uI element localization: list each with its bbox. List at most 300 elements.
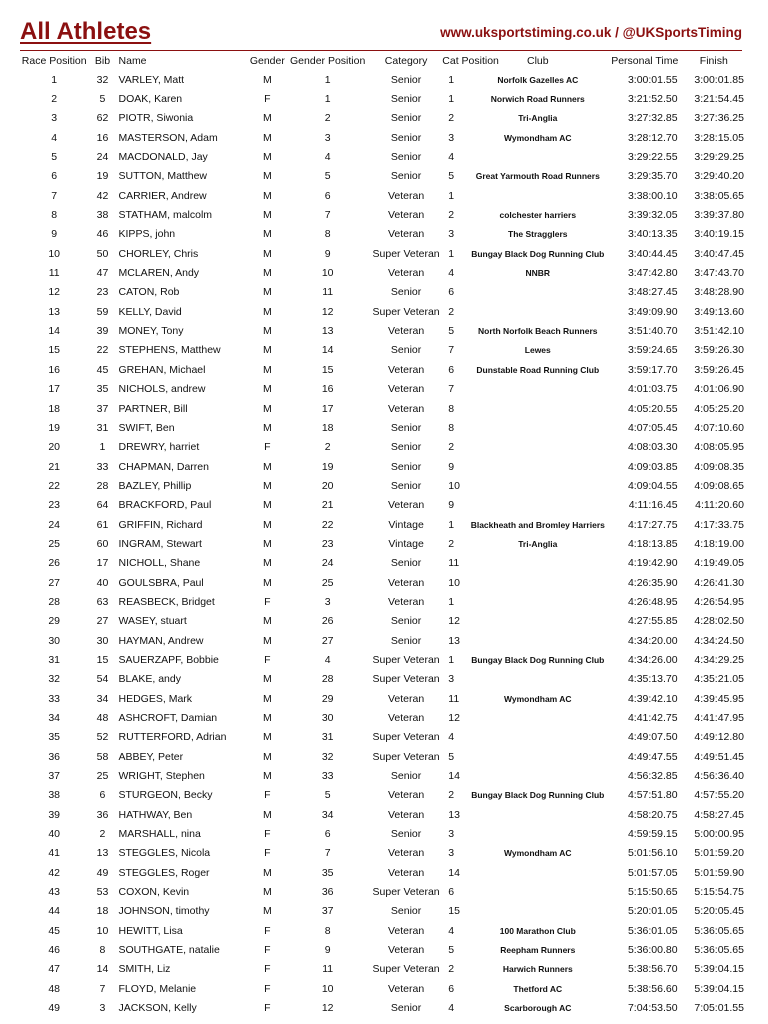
col-race-position: Race Position: [21, 54, 87, 67]
gender-cell: M: [262, 131, 272, 144]
club-cell: Wymondham AC: [504, 693, 572, 704]
table-row: [18, 824, 744, 843]
personal-time-cell: 3:39:32.05: [627, 209, 678, 222]
table-row: [18, 283, 744, 302]
bib-cell: 33: [96, 460, 109, 473]
athlete-name-cell: PARTNER, Bill: [118, 402, 188, 415]
finish-time-cell: 4:57:55.20: [694, 789, 744, 802]
club-cell: Tri-Anglia: [518, 113, 558, 124]
table-row: [18, 457, 744, 476]
bib-cell: 62: [96, 112, 109, 125]
bib-cell: 36: [96, 808, 109, 821]
category-cell: Senior: [390, 151, 422, 164]
finish-time-cell: 3:40:47.45: [694, 247, 744, 260]
finish-time-cell: 3:00:01.85: [694, 73, 744, 86]
table-row: [18, 554, 744, 573]
table-row: [18, 418, 744, 437]
cat-position-cell: 11: [448, 557, 460, 570]
personal-time-cell: 4:09:03.85: [627, 460, 678, 473]
cat-position-cell: 8: [448, 402, 455, 415]
results-table: [18, 51, 744, 1018]
cat-position-cell: 9: [448, 499, 455, 512]
gender-position-cell: 35: [321, 866, 334, 879]
race-position-cell: 30: [48, 634, 61, 647]
col-cat-position: Cat Position: [442, 54, 499, 67]
table-row: [18, 244, 744, 263]
personal-time-cell: 4:19:42.90: [627, 557, 678, 570]
gender-cell: M: [262, 673, 272, 686]
table-row: [18, 496, 744, 515]
finish-time-cell: 4:01:06.90: [694, 383, 744, 396]
race-position-cell: 18: [48, 402, 61, 415]
category-cell: Senior: [390, 131, 422, 144]
bib-cell: 60: [96, 537, 109, 550]
finish-time-cell: 4:09:08.35: [694, 460, 744, 473]
bib-cell: 7: [99, 982, 106, 995]
gender-cell: M: [262, 692, 272, 705]
gender-cell: F: [264, 1002, 271, 1015]
bib-cell: 30: [96, 634, 109, 647]
category-cell: Super Veteran: [372, 886, 440, 899]
cat-position-cell: 4: [448, 267, 455, 280]
club-cell: Bungay Black Dog Running Club: [471, 790, 605, 801]
athlete-name-cell: STEPHENS, Matthew: [118, 344, 221, 357]
personal-time-cell: 3:27:32.85: [627, 112, 678, 125]
gender-cell: M: [262, 363, 272, 376]
personal-time-cell: 4:56:32.85: [627, 770, 678, 783]
cat-position-cell: 5: [448, 170, 455, 183]
bib-cell: 10: [96, 924, 109, 937]
personal-time-cell: 5:01:56.10: [627, 847, 678, 860]
gender-cell: M: [262, 905, 272, 918]
bib-cell: 8: [99, 944, 106, 957]
finish-time-cell: 5:01:59.90: [694, 866, 744, 879]
race-position-cell: 37: [48, 770, 61, 783]
bib-cell: 48: [96, 712, 109, 725]
table-row: [18, 205, 744, 224]
finish-time-cell: 4:28:02.50: [694, 615, 744, 628]
cat-position-cell: 4: [448, 731, 455, 744]
race-position-cell: 26: [48, 557, 61, 570]
finish-time-cell: 4:05:25.20: [694, 402, 744, 415]
cat-position-cell: 2: [448, 789, 455, 802]
finish-time-cell: 3:51:42.10: [694, 325, 744, 338]
table-row: [18, 147, 744, 166]
gender-position-cell: 9: [324, 247, 331, 260]
race-position-cell: 32: [48, 673, 61, 686]
race-position-cell: 15: [48, 344, 61, 357]
bib-cell: 53: [96, 886, 109, 899]
cat-position-cell: 4: [448, 151, 455, 164]
athlete-name-cell: SUTTON, Matthew: [118, 170, 208, 183]
table-row: [18, 631, 744, 650]
gender-cell: M: [262, 151, 272, 164]
club-cell: Blackheath and Bromley Harriers: [470, 519, 605, 530]
bib-cell: 35: [96, 383, 109, 396]
club-cell: Scarborough AC: [504, 1003, 572, 1014]
club-cell: NNBR: [525, 268, 551, 279]
bib-cell: 28: [96, 479, 109, 492]
personal-time-cell: 4:58:20.75: [627, 808, 678, 821]
cat-position-cell: 6: [448, 886, 455, 899]
personal-time-cell: 3:00:01.55: [627, 73, 678, 86]
race-position-cell: 47: [48, 963, 61, 976]
category-cell: Super Veteran: [372, 731, 440, 744]
race-position-cell: 27: [48, 576, 61, 589]
bib-cell: 52: [96, 731, 109, 744]
race-position-cell: 8: [51, 209, 58, 222]
personal-time-cell: 4:39:42.10: [627, 692, 678, 705]
personal-time-cell: 4:05:20.55: [627, 402, 678, 415]
gender-position-cell: 19: [321, 460, 334, 473]
gender-position-cell: 1: [324, 93, 331, 106]
gender-cell: F: [264, 653, 271, 666]
club-cell: [464, 283, 611, 302]
finish-time-cell: 5:20:05.45: [694, 905, 744, 918]
athlete-name-cell: STURGEON, Becky: [118, 789, 213, 802]
category-cell: Senior: [390, 112, 422, 125]
bib-cell: 2: [99, 828, 106, 841]
personal-time-cell: 4:57:51.80: [627, 789, 678, 802]
gender-position-cell: 36: [321, 886, 334, 899]
athlete-name-cell: DREWRY, harriet: [118, 441, 200, 454]
cat-position-cell: 1: [448, 518, 455, 531]
category-cell: Veteran: [387, 924, 425, 937]
gender-cell: M: [262, 615, 272, 628]
club-cell: [464, 438, 611, 457]
bib-cell: 38: [96, 209, 109, 222]
gender-position-cell: 31: [321, 731, 334, 744]
club-cell: [464, 147, 611, 166]
gender-cell: M: [262, 170, 272, 183]
col-gender-position: Gender Position: [290, 54, 366, 67]
personal-time-cell: 4:01:03.75: [627, 383, 678, 396]
cat-position-cell: 3: [448, 847, 455, 860]
personal-time-cell: 5:38:56.60: [627, 982, 678, 995]
club-cell: [464, 186, 611, 205]
race-position-cell: 17: [48, 383, 61, 396]
cat-position-cell: 1: [448, 93, 455, 106]
table-row: [18, 476, 744, 495]
gender-cell: M: [262, 325, 272, 338]
cat-position-cell: 6: [448, 363, 455, 376]
gender-position-cell: 12: [321, 1002, 334, 1015]
gender-cell: M: [262, 228, 272, 241]
personal-time-cell: 5:36:01.05: [627, 924, 678, 937]
athlete-name-cell: SMITH, Liz: [118, 963, 171, 976]
finish-time-cell: 3:21:54.45: [694, 93, 744, 106]
category-cell: Vintage: [388, 518, 424, 531]
bib-cell: 14: [96, 963, 109, 976]
race-position-cell: 2: [51, 93, 58, 106]
athlete-name-cell: CATON, Rob: [118, 286, 180, 299]
table-header-row: [18, 51, 744, 70]
athlete-name-cell: STEGGLES, Roger: [118, 866, 210, 879]
cat-position-cell: 6: [448, 286, 455, 299]
bib-cell: 5: [99, 93, 106, 106]
race-position-cell: 13: [48, 305, 61, 318]
race-position-cell: 29: [48, 615, 61, 628]
personal-time-cell: 5:15:50.65: [627, 886, 678, 899]
bib-cell: 42: [96, 189, 109, 202]
bib-cell: 31: [96, 421, 109, 434]
gender-position-cell: 14: [321, 344, 334, 357]
cat-position-cell: 9: [448, 460, 455, 473]
athlete-name-cell: STATHAM, malcolm: [118, 209, 213, 222]
category-cell: Vintage: [388, 537, 424, 550]
finish-time-cell: 5:39:04.15: [694, 982, 744, 995]
bib-cell: 13: [96, 847, 109, 860]
cat-position-cell: 11: [448, 692, 460, 705]
finish-time-cell: 4:58:27.45: [694, 808, 744, 821]
gender-cell: F: [264, 924, 271, 937]
gender-position-cell: 28: [321, 673, 334, 686]
race-position-cell: 10: [48, 247, 61, 260]
gender-position-cell: 11: [322, 286, 334, 299]
category-cell: Super Veteran: [372, 305, 440, 318]
category-cell: Veteran: [387, 402, 425, 415]
club-cell: [464, 863, 611, 882]
club-cell: [464, 824, 611, 843]
bib-cell: 1: [99, 441, 106, 454]
table-row: [18, 109, 744, 128]
club-cell: Wymondham AC: [504, 848, 572, 859]
athlete-name-cell: DOAK, Karen: [118, 93, 183, 106]
table-row: [18, 341, 744, 360]
gender-position-cell: 22: [321, 518, 334, 531]
athlete-name-cell: JOHNSON, timothy: [118, 905, 210, 918]
col-bib: Bib: [94, 54, 111, 67]
category-cell: Senior: [390, 615, 422, 628]
gender-cell: F: [264, 847, 271, 860]
club-cell: [464, 902, 611, 921]
gender-position-cell: 9: [324, 944, 331, 957]
gender-position-cell: 13: [321, 325, 334, 338]
cat-position-cell: 7: [448, 344, 455, 357]
personal-time-cell: 3:21:52.50: [627, 93, 678, 106]
table-row: [18, 399, 744, 418]
race-position-cell: 1: [51, 73, 58, 86]
gender-position-cell: 20: [321, 479, 334, 492]
table-row: [18, 902, 744, 921]
gender-cell: M: [262, 344, 272, 357]
bib-cell: 16: [96, 131, 109, 144]
finish-time-cell: 4:17:33.75: [694, 518, 744, 531]
bib-cell: 27: [96, 615, 109, 628]
club-cell: [464, 380, 611, 399]
personal-time-cell: 4:27:55.85: [627, 615, 678, 628]
table-row: [18, 979, 744, 998]
finish-time-cell: 4:19:49.05: [694, 557, 744, 570]
race-position-cell: 23: [48, 499, 61, 512]
table-row: [18, 863, 744, 882]
finish-time-cell: 5:15:54.75: [694, 886, 744, 899]
race-position-cell: 42: [48, 866, 61, 879]
personal-time-cell: 4:49:07.50: [627, 731, 678, 744]
gender-position-cell: 8: [324, 924, 331, 937]
bib-cell: 50: [96, 247, 109, 260]
cat-position-cell: 12: [448, 712, 460, 725]
category-cell: Super Veteran: [372, 247, 440, 260]
bib-cell: 61: [96, 518, 109, 531]
athlete-name-cell: MCLAREN, Andy: [118, 267, 200, 280]
table-row: [18, 573, 744, 592]
club-cell: [464, 708, 611, 727]
bib-cell: 25: [96, 770, 109, 783]
gender-position-cell: 27: [321, 634, 334, 647]
gender-position-cell: 8: [324, 228, 331, 241]
race-position-cell: 38: [48, 789, 61, 802]
cat-position-cell: 4: [448, 1002, 455, 1015]
gender-cell: M: [262, 731, 272, 744]
category-cell: Veteran: [387, 267, 425, 280]
table-row: [18, 360, 744, 379]
gender-cell: M: [262, 518, 272, 531]
athlete-name-cell: INGRAM, Stewart: [118, 537, 202, 550]
athlete-name-cell: WASEY, stuart: [118, 615, 187, 628]
category-cell: Senior: [390, 93, 422, 106]
table-row: [18, 70, 744, 89]
gender-position-cell: 4: [324, 151, 331, 164]
category-cell: Veteran: [387, 363, 425, 376]
gender-position-cell: 4: [324, 653, 331, 666]
race-position-cell: 21: [48, 460, 61, 473]
club-cell: North Norfolk Beach Runners: [478, 326, 598, 337]
athlete-name-cell: VARLEY, Matt: [118, 73, 185, 86]
finish-time-cell: 3:49:13.60: [694, 305, 744, 318]
personal-time-cell: 3:29:35.70: [627, 170, 678, 183]
table-row: [18, 689, 744, 708]
cat-position-cell: 1: [448, 653, 455, 666]
gender-position-cell: 1: [324, 73, 331, 86]
personal-time-cell: 4:17:27.75: [627, 518, 678, 531]
category-cell: Veteran: [387, 189, 425, 202]
athlete-name-cell: MACDONALD, Jay: [118, 151, 208, 164]
category-cell: Veteran: [387, 789, 425, 802]
gender-position-cell: 6: [324, 828, 331, 841]
bib-cell: 59: [96, 305, 109, 318]
race-position-cell: 43: [48, 886, 61, 899]
club-cell: [464, 592, 611, 611]
gender-position-cell: 34: [321, 808, 334, 821]
bib-cell: 23: [96, 286, 109, 299]
gender-position-cell: 5: [324, 170, 331, 183]
category-cell: Senior: [390, 286, 422, 299]
personal-time-cell: 4:34:20.00: [627, 634, 678, 647]
gender-position-cell: 3: [324, 595, 331, 608]
gender-position-cell: 24: [321, 557, 334, 570]
personal-time-cell: 3:40:13.35: [627, 228, 678, 241]
finish-time-cell: 7:05:01.55: [694, 1002, 744, 1015]
cat-position-cell: 14: [448, 770, 460, 783]
finish-time-cell: 3:39:37.80: [694, 209, 744, 222]
bib-cell: 63: [96, 595, 109, 608]
athlete-name-cell: SAUERZAPF, Bobbie: [118, 653, 219, 666]
personal-time-cell: 3:59:17.70: [627, 363, 678, 376]
table-row: [18, 921, 744, 940]
category-cell: Senior: [390, 828, 422, 841]
gender-cell: M: [262, 421, 272, 434]
race-position-cell: 33: [48, 692, 61, 705]
club-cell: [464, 418, 611, 437]
cat-position-cell: 2: [448, 305, 455, 318]
personal-time-cell: 3:29:22.55: [627, 151, 678, 164]
bib-cell: 58: [96, 750, 109, 763]
bib-cell: 3: [99, 1002, 106, 1015]
table-row: [18, 592, 744, 611]
gender-cell: M: [262, 557, 272, 570]
category-cell: Veteran: [387, 847, 425, 860]
cat-position-cell: 6: [448, 982, 455, 995]
finish-time-cell: 5:36:05.65: [694, 924, 744, 937]
gender-cell: F: [264, 944, 271, 957]
table-row: [18, 786, 744, 805]
club-cell: [464, 766, 611, 785]
athlete-name-cell: FLOYD, Melanie: [118, 982, 197, 995]
category-cell: Veteran: [387, 209, 425, 222]
bib-cell: 32: [96, 73, 109, 86]
cat-position-cell: 5: [448, 325, 455, 338]
gender-cell: M: [262, 479, 272, 492]
athlete-name-cell: GRIFFIN, Richard: [118, 518, 203, 531]
race-position-cell: 34: [48, 712, 61, 725]
gender-cell: M: [262, 286, 272, 299]
gender-cell: M: [262, 305, 272, 318]
club-cell: Thetford AC: [513, 983, 563, 994]
gender-position-cell: 12: [321, 305, 334, 318]
race-position-cell: 35: [48, 731, 61, 744]
race-position-cell: 20: [48, 441, 61, 454]
athlete-name-cell: CHAPMAN, Darren: [118, 460, 209, 473]
table-row: [18, 302, 744, 321]
personal-time-cell: 4:11:16.45: [628, 499, 678, 512]
finish-time-cell: 3:59:26.30: [694, 344, 744, 357]
personal-time-cell: 4:08:03.30: [627, 441, 678, 454]
gender-position-cell: 37: [321, 905, 334, 918]
bib-cell: 37: [96, 402, 109, 415]
finish-time-cell: 4:26:41.30: [694, 576, 744, 589]
gender-cell: M: [262, 189, 272, 202]
bib-cell: 24: [96, 151, 109, 164]
personal-time-cell: 3:48:27.45: [627, 286, 678, 299]
personal-time-cell: 5:20:01.05: [627, 905, 678, 918]
race-position-cell: 49: [48, 1002, 61, 1015]
gender-position-cell: 32: [321, 750, 334, 763]
table-row: [18, 766, 744, 785]
athlete-name-cell: HEDGES, Mark: [118, 692, 193, 705]
gender-cell: M: [262, 112, 272, 125]
finish-time-cell: 4:49:12.80: [694, 731, 744, 744]
race-position-cell: 22: [48, 479, 61, 492]
gender-cell: M: [262, 267, 272, 280]
results-body: [18, 70, 744, 1018]
category-cell: Senior: [390, 1002, 422, 1015]
finish-time-cell: 3:29:29.25: [694, 151, 744, 164]
personal-time-cell: 4:34:26.00: [627, 653, 678, 666]
cat-position-cell: 13: [448, 808, 460, 821]
athlete-name-cell: GOULSBRA, Paul: [118, 576, 204, 589]
category-cell: Senior: [390, 170, 422, 183]
finish-time-cell: 3:59:26.45: [694, 363, 744, 376]
gender-position-cell: 29: [321, 692, 334, 705]
category-cell: Super Veteran: [372, 750, 440, 763]
athlete-name-cell: MONEY, Tony: [118, 325, 184, 338]
athlete-name-cell: MASTERSON, Adam: [118, 131, 218, 144]
race-position-cell: 40: [48, 828, 61, 841]
category-cell: Super Veteran: [372, 673, 440, 686]
club-cell: Tri-Anglia: [518, 538, 558, 549]
gender-position-cell: 2: [324, 441, 331, 454]
